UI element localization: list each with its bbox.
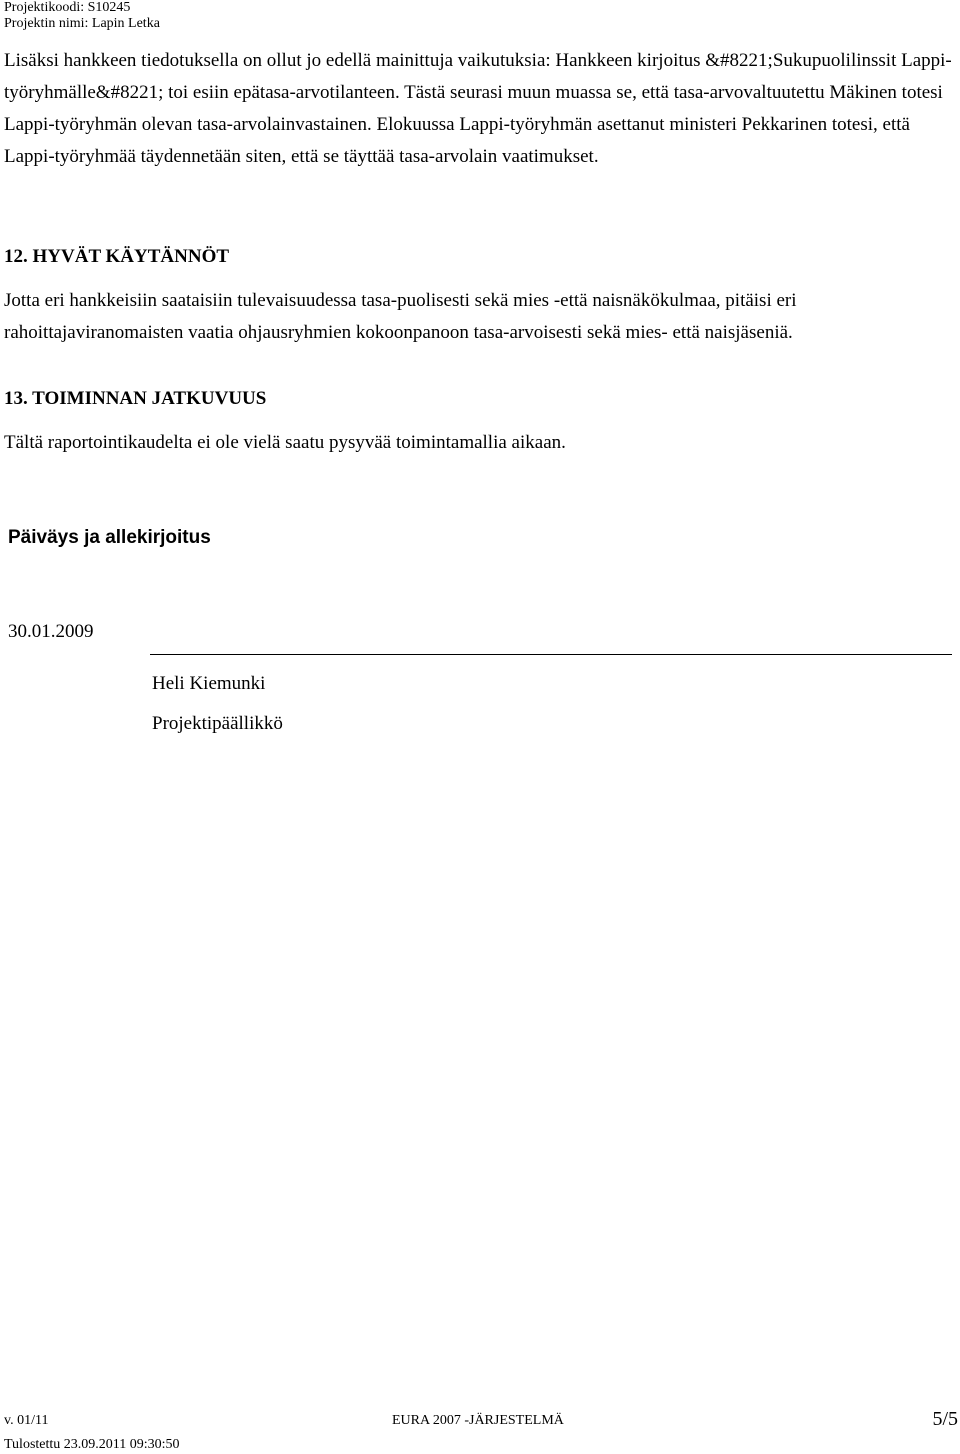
document-header [4, 0, 160, 32]
project-name: Projektin nimi: Lapin Letka [4, 16, 160, 31]
signer-name: Heli Kiemunki [152, 673, 266, 694]
signature-date: 30.01.2009 [8, 621, 94, 642]
section-heading-continuity: 13. TOIMINNAN JATKUVUUS [4, 388, 267, 409]
footer-printed: Tulostettu 23.09.2011 09:30:50 [4, 1437, 180, 1452]
section-text-good-practices: Jotta eri hankkeisiin saataisiin tulevaisuudessa tasa-puolisesti sekä mies -että naisnäkökulmaa, pitäisi eri rahoittajaviranomaisten vaatia ohjausryhmien kokoonpanoon tasa-arvoisesti sekä mies- että naisjäseniä. [4, 290, 797, 343]
page-number: 5/5 [932, 1408, 958, 1430]
intro-paragraph: Lisäksi hankkeen tiedotuksella on ollut jo edellä mainittuja vaikutuksia: Hankkeen kirjoitus &#8221;Sukupuolilinssit Lappi-työryhmälle&#8221; toi esiin epätasa-arvotilanteen. Tästä seurasi muun muassa se, että tasa-arvovaltuutettu Mäkinen totesi Lappi-työryhmän olevan tasa-arvolainvastainen. Elokuussa Lappi-työryhmän asettanut ministeri Pekkarinen totesi, että Lappi-työryhmää täydennetään siten, että se täyttää tasa-arvolain vaatimukset. [4, 50, 952, 167]
signature-line [150, 654, 952, 655]
footer-system: EURA 2007 -JÄRJESTELMÄ [392, 1413, 564, 1428]
footer-version: v. 01/11 [4, 1413, 49, 1428]
project-code: Projektikoodi: S10245 [4, 0, 131, 15]
signature-heading: Päiväys ja allekirjoitus [8, 527, 211, 548]
signer-title: Projektipäällikkö [152, 713, 283, 734]
section-text-continuity: Tältä raportointikaudelta ei ole vielä saatu pysyvää toimintamallia aikaan. [4, 432, 566, 453]
section-heading-good-practices: 12. HYVÄT KÄYTÄNNÖT [4, 246, 230, 267]
